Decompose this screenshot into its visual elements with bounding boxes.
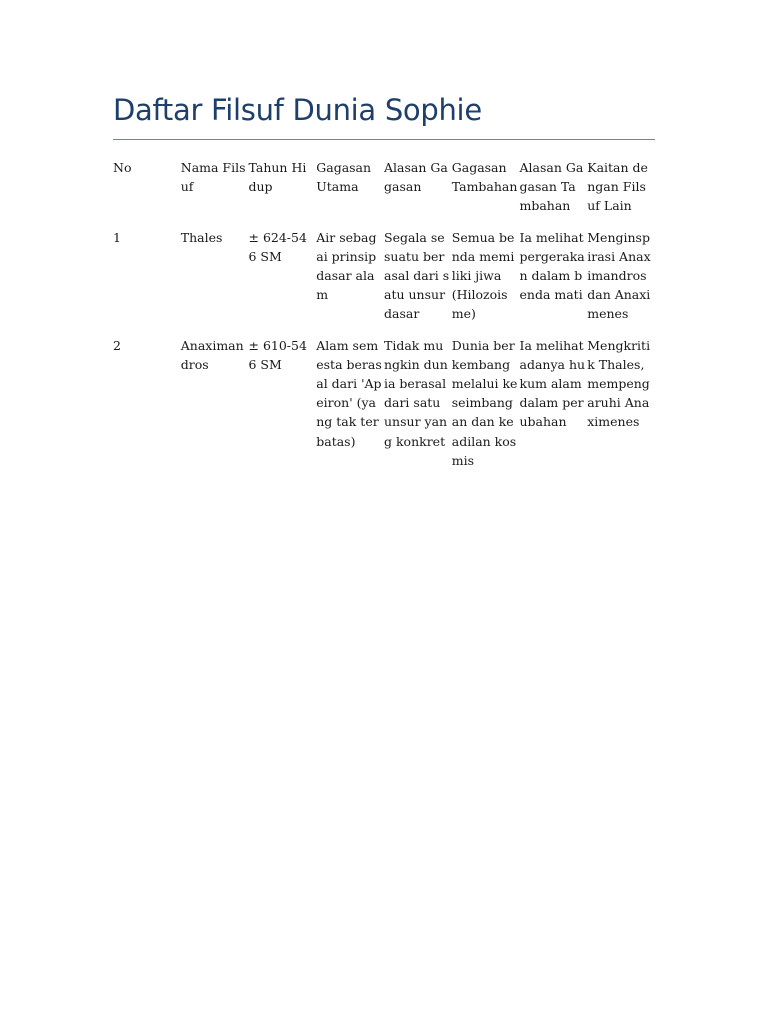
cell-no: 2: [113, 337, 121, 353]
cell-alasan-gagasan: Tidak mungkin dunia berasal dari satu unsur yang konkret: [384, 337, 448, 449]
table-row: [113, 336, 655, 482]
cell-alasan-gagasan: Segala sesuatu berasal dari satu unsur dasar: [384, 229, 450, 322]
cell-alasan-gagasan-tambahan: Ia melihat pergerakan dalam benda mati: [519, 229, 585, 303]
cell-no: 1: [113, 229, 121, 245]
cell-alasan-gagasan-tambahan: Ia melihat adanya hukum alam dalam perubahan: [519, 337, 586, 430]
cell-kaitan-filsuf-lain: Menginspirasi Anaximandros dan Anaximenes: [587, 229, 651, 322]
cell-gagasan-utama: Air sebagai prinsip dasar alam: [316, 229, 377, 303]
header-tahun-hidup: Tahun Hidup: [248, 160, 307, 195]
philosophers-table: [113, 158, 655, 482]
header-no: No: [113, 160, 132, 175]
header-alasan-gagasan: Alasan Gagasan: [384, 160, 448, 195]
cell-kaitan-filsuf-lain: Mengkritik Thales, mempengaruhi Anaximenes: [587, 337, 651, 430]
table-row: [113, 228, 655, 336]
cell-gagasan-tambahan: Semua benda memiliki jiwa (Hilozoisme): [451, 229, 515, 322]
table-header-row: [113, 158, 655, 228]
cell-nama-filsuf: Anaximandros: [180, 337, 244, 372]
header-nama-filsuf: Nama Filsuf: [180, 160, 246, 195]
cell-tahun-hidup: ± 610-546 SM: [248, 337, 307, 372]
cell-gagasan-utama: Alam semesta berasal dari 'Apeiron' (yang tak terbatas): [316, 337, 382, 449]
header-kaitan-filsuf-lain: Kaitan dengan Filsuf Lain: [587, 160, 648, 214]
header-gagasan-utama: Gagasan Utama: [316, 160, 372, 195]
document-title: Daftar Filsuf Dunia Sophie: [113, 93, 482, 127]
cell-gagasan-tambahan: Dunia berkembang melalui keseimbangan dan keadilan kosmis: [451, 337, 518, 468]
cell-nama-filsuf: Thales: [180, 229, 223, 245]
title-underline: [113, 139, 655, 140]
cell-tahun-hidup: ± 624-546 SM: [248, 229, 307, 264]
header-gagasan-tambahan: Gagasan Tambahan: [451, 160, 518, 195]
header-alasan-gagasan-tambahan: Alasan Gagasan Tambahan: [519, 160, 584, 214]
